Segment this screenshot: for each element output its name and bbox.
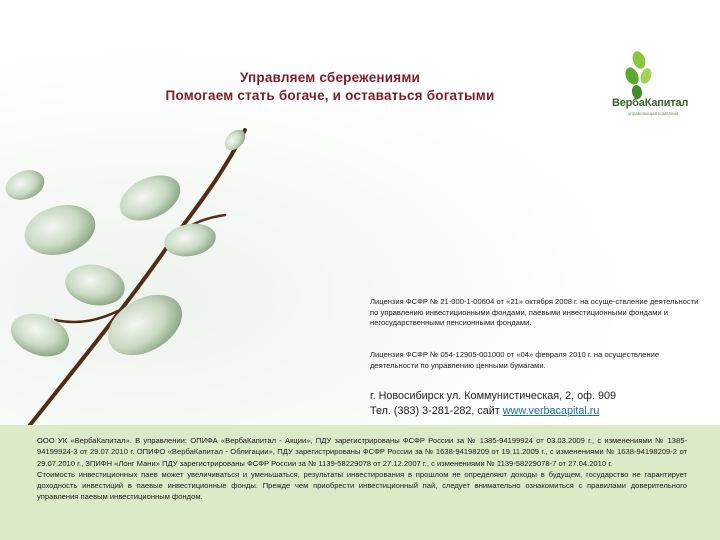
disclaimer-risk-paragraph: Стоимость инвестиционных паев может увеличиваться и уменьшаться, результаты инвестирования в прошлом не определяют доходы в будущем, государство не гарантирует доходность инвестиций в паевые инвестиционные фонды. Прежде чем приобрести инвестиционный пай, следует внимательно ознакомиться с правилами доверительного управления паевым инвестиционным фондом.	[37, 469, 687, 502]
disclaimer-text	[37, 435, 687, 503]
headline-line-2: Помогаем стать богаче, и оставаться богатыми	[165, 88, 495, 103]
headline-line-1: Управляем сбережениями	[239, 70, 421, 85]
phone-text: Тел. (383) 3-281-282, сайт	[370, 405, 500, 417]
verbacapital-logo-icon	[612, 48, 684, 128]
office-address: г. Новосибирск ул. Коммунистическая, 2, оф. 909	[370, 390, 617, 402]
website-link[interactable]: www.verbacapital.ru	[502, 405, 600, 417]
contact-line	[370, 404, 710, 418]
logo-tagline: управляющая компания	[628, 111, 679, 116]
willow-branch-illustration	[0, 120, 300, 430]
logo-name: ВербаКапитал	[612, 97, 689, 109]
disclaimer-funds-paragraph: ООО УК «ВербаКапитал». В управлении: ОПИФА «ВербаКапитал - Акции», ПДУ зарегистрированы ФСФР России за № 1385-94199924 от 03.03.2009 г., с изменениями № 1385-94199924-3 от 29.07.2010 г. ОПИФО «ВербаКапитал - Облигации», ПДУ зарегистрированы ФСФР России за № 1638-94198209 от 19.11.2009 г., с изменениями № 1638-94198209-2 от 29.07.2010 г., ЗПИФН «Лонг Мани» ПДУ зарегистрированы ФСФР России за № 1139-58229078 от 27.12.2007 г., с изменениями № 1139-58229078-7 от 27.04.2010 г.	[37, 436, 687, 468]
license-securities-management: Лицензия ФСФР № 054-12905-001000 от «04» февраля 2010 г. на осуществление деятельности по управлению ценными бумагами.	[370, 350, 660, 370]
license-fund-management: Лицензия ФСФР № 21-000-1-00604 от «21» октября 2008 г. на осуще-ствление деятельности по управлению инвестиционными фондами, паевыми инвестиционными фондами и негосударственными пенсионными фондами.	[370, 297, 699, 328]
